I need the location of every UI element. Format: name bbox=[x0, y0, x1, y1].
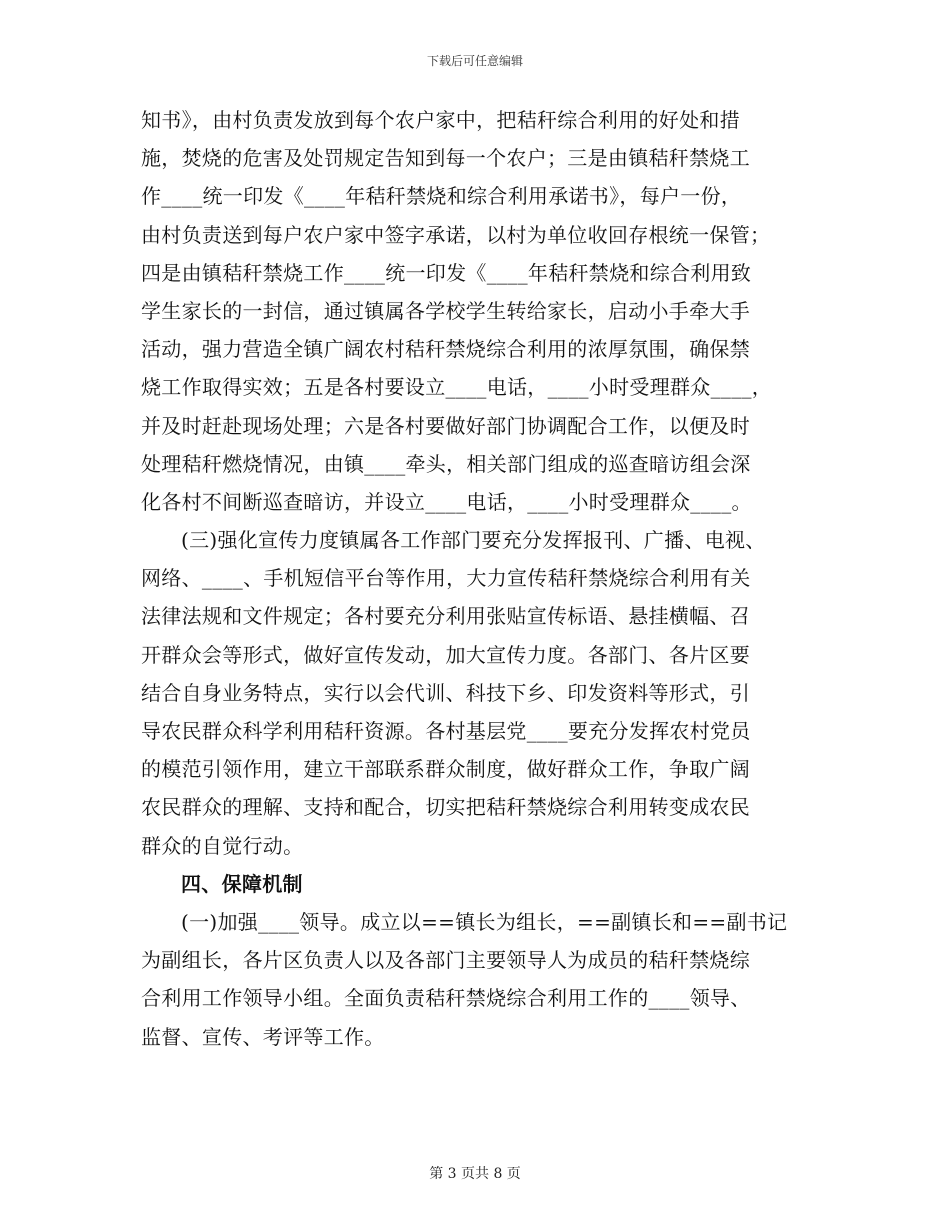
text-line: 学生家长的一封信，通过镇属各学校学生转给家长，启动小手牵大手 bbox=[141, 298, 750, 323]
text-line: 由村负责送到每户农户家中签字承诺，以村为单位收回存根统一保管； bbox=[141, 222, 771, 247]
text-line: 四是由镇秸秆禁烧工作____统一印发《____年秸秆禁烧和综合利用致 bbox=[141, 260, 752, 285]
text-line: 的模范引领作用，建立干部联系群众制度，做好群众工作，争取广阔 bbox=[141, 757, 750, 782]
text-line: 导农民群众科学利用秸秆资源。各村基层党____要充分发挥农村党员 bbox=[141, 719, 751, 743]
text-line: 开群众会等形式，做好宣传发动，加大宣传力度。各部门、各片区要 bbox=[141, 642, 750, 667]
text-line: 施，焚烧的危害及处罚规定告知到每一个农户；三是由镇秸秆禁烧工 bbox=[141, 146, 750, 171]
text-line: 活动，强力营造全镇广阔农村秸秆禁烧综合利用的浓厚氛围，确保禁 bbox=[141, 337, 750, 362]
text-line: 处理秸秆燃烧情况，由镇____牵头，相关部门组成的巡查暗访组会深 bbox=[141, 451, 751, 476]
text-line: 合利用工作领导小组。全面负责秸秆禁烧综合利用工作的____领导、 bbox=[141, 986, 751, 1011]
text-line: 为副组长，各片区负责人以及各部门主要领导人为成员的秸秆禁烧综 bbox=[141, 948, 750, 973]
section-heading: 四、保障机制 bbox=[181, 871, 303, 896]
text-line: (一)加强____领导。成立以==镇长为组长，==副镇长和==副书记 bbox=[181, 909, 788, 934]
document-body bbox=[141, 101, 821, 1056]
text-line: 化各村不间断巡查暗访，并设立____电话，____小时受理群众____。 bbox=[141, 489, 752, 514]
text-line: 作____统一印发《____年秸秆禁烧和综合利用承诺书》，每户一份， bbox=[141, 184, 742, 209]
text-line: 监督、宣传、考评等工作。 bbox=[141, 1024, 385, 1049]
text-line: 法律法规和文件规定；各村要充分利用张贴宣传标语、悬挂横幅、召 bbox=[141, 604, 750, 629]
page-footer: 第 3 页共 8 页 bbox=[429, 1166, 521, 1182]
text-line: 并及时赶赴现场处理；六是各村要做好部门协调配合工作，以便及时 bbox=[141, 413, 750, 438]
text-line: (三)强化宣传力度镇属各工作部门要充分发挥报刊、广播、电视、 bbox=[181, 528, 766, 553]
text-line: 知书》，由村负责发放到每个农户家中，把秸秆综合利用的好处和措 bbox=[141, 108, 740, 132]
text-line: 群众的自觉行动。 bbox=[141, 833, 304, 858]
page-header: 下载后可任意编辑 bbox=[426, 54, 523, 68]
text-line: 烧工作取得实效；五是各村要设立____电话，____小时受理群众____， bbox=[141, 375, 773, 400]
text-line: 网络、____、手机短信平台等作用，大力宣传秸秆禁烧综合利用有关 bbox=[141, 566, 751, 591]
text-line: 结合自身业务特点，实行以会代训、科技下乡、印发资料等形式，引 bbox=[141, 680, 750, 705]
text-line: 农民群众的理解、支持和配合，切实把秸秆禁烧综合利用转变成农民 bbox=[141, 795, 750, 820]
